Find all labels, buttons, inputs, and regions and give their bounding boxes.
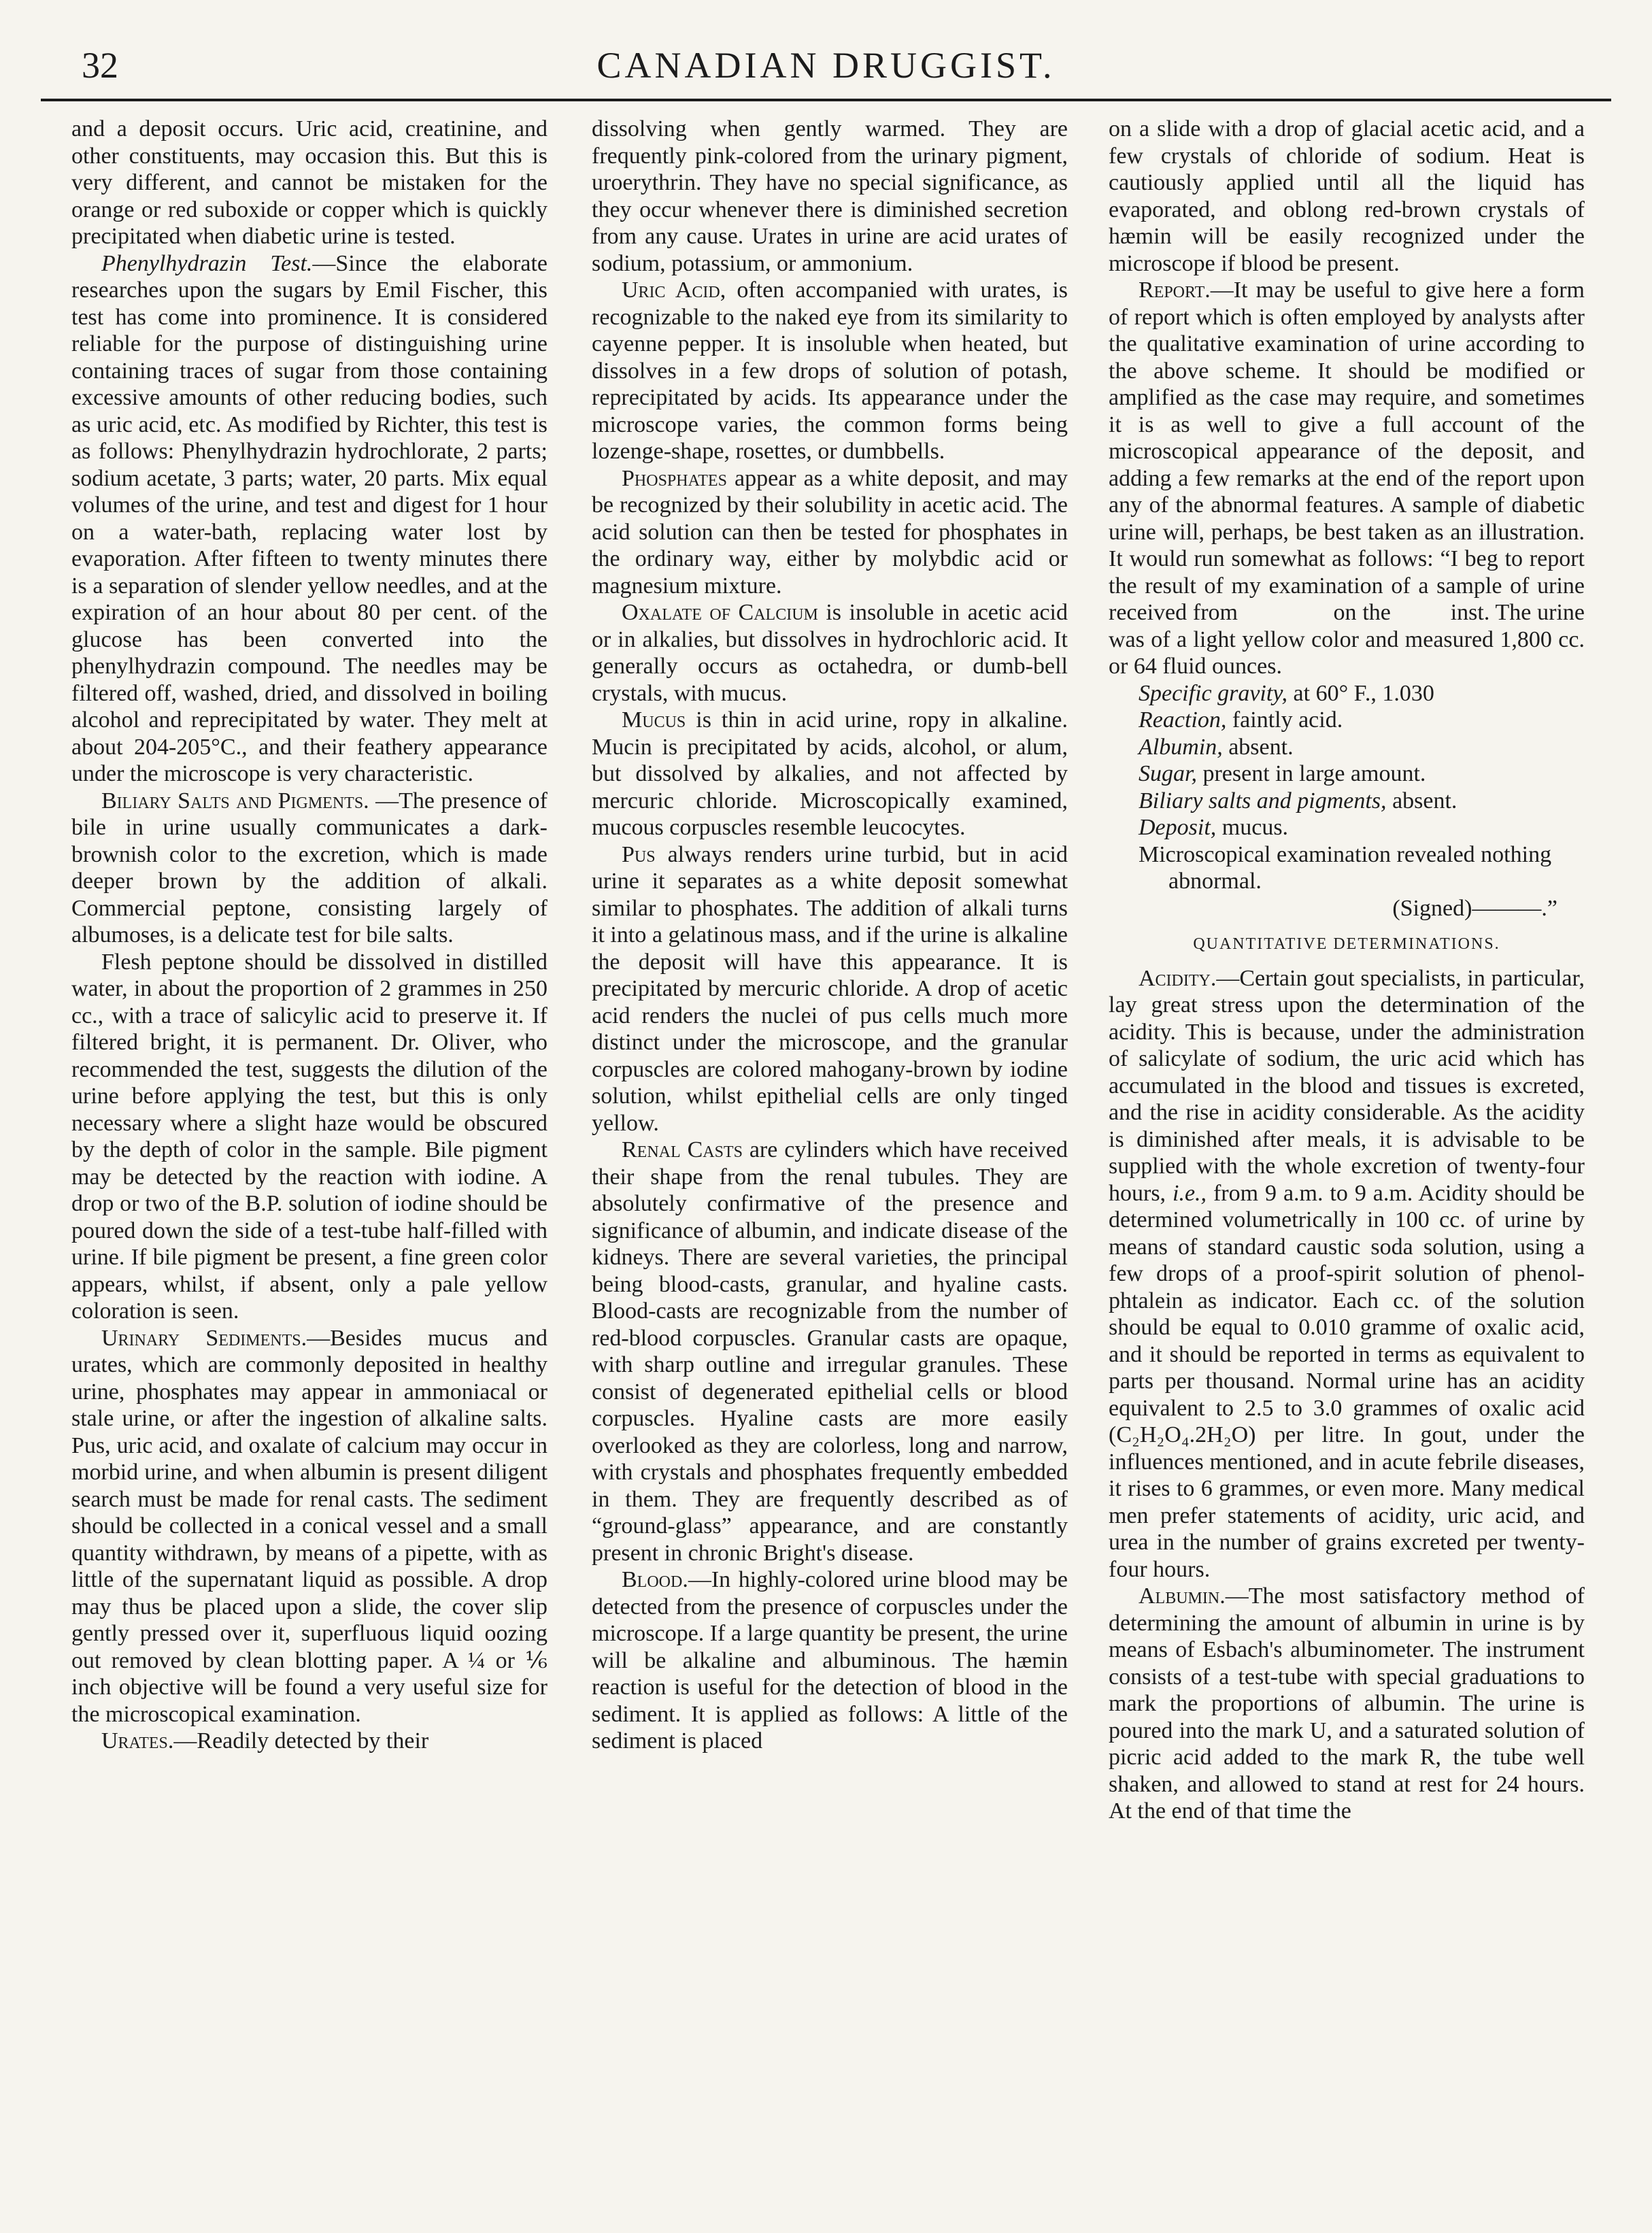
page-header bbox=[41, 37, 1611, 92]
paragraph-text: i.e., bbox=[1173, 1180, 1207, 1206]
paragraph bbox=[1109, 1583, 1585, 1825]
paragraph bbox=[592, 277, 1068, 465]
report-line bbox=[1139, 788, 1585, 815]
report-line: Microscopical examination revealed nothing abnormal. bbox=[1139, 841, 1552, 894]
chemical-formula: (C₂H₂O₄.2H₂O) bbox=[1109, 1422, 1256, 1447]
paragraph: dissolving when gently warmed. They are frequently pink-colored from the urinary pigment, uroerythrin. They have no special significance, as they occur whenever there is diminished secretion from any cause. Urates in urine are acid urates of sodium, potassium, or ammonium. bbox=[592, 116, 1068, 276]
running-head: CANADIAN DRUGGIST. bbox=[596, 45, 1056, 86]
report-value: absent. bbox=[1386, 788, 1457, 813]
report-label: Biliary salts and pigments, bbox=[1139, 788, 1387, 813]
paragraph-text: appear as a white deposit, and may be recognized by their solubility in acetic acid. The acid solution can then be tested for phosphates in the ordinary way, either by molybdic acid or magnesium mixture. bbox=[592, 465, 1068, 599]
report-label: Reaction, bbox=[1139, 707, 1227, 733]
paragraph-text: —The most satisfactory method of determining the amount of albumin in urine is by means of Esbach's albuminometer. The instrument consists of a test-tube with special graduations to mark the proportions of albumin. The urine is poured into the mark U, and a saturated solution of picric acid added to the mark R, the tube well shaken, and allowed to stand at rest for 24 hours. At the end of that time the bbox=[1109, 1583, 1585, 1824]
paragraph-heading: Mucus bbox=[622, 707, 686, 733]
report-line bbox=[1139, 680, 1585, 707]
report-line bbox=[1139, 707, 1585, 734]
paragraph-text: always renders urine turbid, but in acid urine it separates as a white deposit somewhat similar to phosphates. The addition of alkali turns it into a gelatinous mass, and if the urine is alkaline the deposit will have this appearance. It is precipitated by mercuric chloride. A drop of acetic acid renders the nuclei of pus cells much more distinct under the microscope, and the granular corpuscles are colored mahogany-brown by iodine solution, whilst epithelial cells are only tinged yellow. bbox=[592, 841, 1068, 1136]
paragraph-heading: Urates. bbox=[101, 1728, 174, 1753]
paragraph bbox=[71, 250, 547, 788]
paragraph bbox=[592, 707, 1068, 841]
paragraph bbox=[592, 1137, 1068, 1566]
report-value: faintly acid. bbox=[1226, 707, 1343, 733]
report-value: at 60° F., 1.030 bbox=[1287, 680, 1434, 706]
paragraph-heading: Oxalate of Calcium bbox=[622, 600, 818, 625]
paragraph-text: —The presence of bile in urine usually communicates a dark-brownish color to the excretion, which is made deeper brown by the addition of alkali. Commercial peptone, consisting largely of albumoses, is a delicate test for bile salts. bbox=[71, 788, 547, 947]
header-rule bbox=[41, 99, 1611, 101]
paragraph-heading: Renal Casts bbox=[622, 1137, 743, 1162]
page-number: 32 bbox=[82, 45, 118, 86]
paragraph bbox=[1109, 277, 1591, 680]
section-heading: QUANTITATIVE DETERMINATIONS. bbox=[1193, 935, 1500, 953]
report-value: present in large amount. bbox=[1196, 761, 1426, 786]
paragraph bbox=[71, 788, 547, 949]
paragraph-heading: Report. bbox=[1139, 278, 1211, 303]
report-label: Specific gravity, bbox=[1139, 680, 1288, 706]
report-value: mucus. bbox=[1216, 815, 1289, 840]
paragraph-text: —Certain gout specialists, in particular, lay great stress upon the determination of the acidity. This is because, under the administration of salicylate of sodium, the uric acid which has accumulated in the blood and tissues is excreted, and the rise in acidity considerable. As the acidity is diminished after meals, it is advisable to be supplied with the whole excretion of twenty-four hours, bbox=[1109, 965, 1585, 1206]
paragraph: Flesh peptone should be dissolved in distilled water, in about the proportion of 2 grammes in 250 cc., with a trace of salicylic acid to preserve it. If filtered bright, it is permanent. Dr. Oliver, who recommended the test, suggests the dilution of the urine before applying the test, but this is only necessary where a slight haze would be obscured by the depth of color in the sample. Bile pigment may be detected by the reaction with iodine. A drop or two of the B.P. solution of iodine should be poured down the side of a test-tube half-filled with urine. If bile pigment be present, a fine green color appears, whilst, if absent, only a pale yellow coloration is seen. bbox=[71, 949, 547, 1324]
paragraph-text: —Readily detected by their bbox=[173, 1728, 429, 1753]
column-1 bbox=[71, 116, 547, 1755]
report-label: Sugar, bbox=[1139, 761, 1197, 786]
paragraph-text: are cylinders which have received their shape from the renal tubules. They are absolutely confirmative of the presence and significance of albumin, and indicate disease of the kidneys. There are several varieties, the principal being blood-casts, granular, and hyaline casts. Blood-casts are recognizable from the number of red-blood corpuscles. Granular casts are opaque, with sharp outline and irregular granules. These consist of degenerated epithelial cells or blood corpuscles. Hyaline casts are more easily overlooked as they are colorless, long and narrow, with crystals and phosphates frequently embedded in them. They are frequently described as of “ground-glass” appearance, and are constantly present in chronic Bright's disease. bbox=[592, 1137, 1068, 1566]
paragraph-heading: Pus bbox=[622, 841, 656, 867]
signature-line: (Signed)———.” bbox=[1392, 895, 1557, 921]
paragraph-heading: Phenylhydrazin Test. bbox=[101, 250, 313, 276]
paragraph bbox=[592, 841, 1068, 1137]
paragraph-heading: Albumin. bbox=[1139, 1583, 1226, 1609]
paragraph-text: —Since the elaborate researches upon the sugars by Emil Fischer, this test has come into prominence. It is considered reliable for the purpose of distinguishing urine containing traces of sugar from those containing excessive amounts of other reducing bodies, such as uric acid, etc. As modified by Richter, this test is as follows: Phenylhydrazin hydrochlorate, 2 parts; sodium acetate, 3 parts; water, 20 parts. Mix equal volumes of the urine, and test and digest for 1 hour on a water-bath, replacing water lost by evaporation. After fifteen to twenty minutes there is a separation of slender yellow needles, and at the expiration of an hour about 80 per cent. of the glucose has been converted into the phenylhydrazin compound. The needles may be filtered off, washed, dried, and dissolved in boiling alcohol and reprecipitated by water. They melt at about 204-205°C., and their feathery appearance under the microscope is very characteristic. bbox=[71, 250, 548, 786]
report-line bbox=[1139, 734, 1585, 761]
paragraph-heading: Phosphates bbox=[622, 465, 727, 491]
paragraph bbox=[71, 1325, 547, 1728]
paragraph-heading: Urinary Sediments. bbox=[101, 1325, 307, 1351]
paragraph bbox=[592, 599, 1068, 707]
report-label: Albumin, bbox=[1139, 734, 1223, 760]
paragraph-text: often accompanied with urates, is recognizable to the naked eye from its similarity to cayenne pepper. It is insoluble when heated, but dissolves in a few drops of solution of potash, reprecipitated by acids. Its appearance under the microscope varies, the common forms being lozenge-shape, rosettes, or dumbbells. bbox=[592, 278, 1068, 464]
paragraph-text: —It may be useful to give here a form of report which is often employed by analysts after the qualitative examination of urine according to the above scheme. It should be modified or amplified as the case may require, and sometimes it is as well to give a full account of the microscopical appearance of the deposit, and adding a few remarks at the end of the report upon any of the abnormal features. A sample of diabetic urine will, perhaps, be best taken as an illustration. It would run somewhat as follows: “I beg to report the result of my examination of a sample of urine received from on the inst. The urine was of a light yellow color and measured 1,800 cc. or 64 fluid ounces. bbox=[1109, 278, 1591, 679]
paragraph-text: —In highly-colored urine blood may be detected from the presence of corpuscles under the microscope. If a large quantity be present, the urine will be alkaline and albuminous. The hæmin reaction is useful for the detection of blood in the sediment. It is applied as follows: A little of the sediment is placed bbox=[592, 1567, 1068, 1753]
report-line bbox=[1139, 760, 1585, 788]
paragraph-text: is thin in acid urine, ropy in alkaline. Mucin is precipitated by acids, alcohol, or alum, but dissolved by alkalies, and not affected by mercuric chloride. Microscopically examined, mucous corpuscles resemble leucocytes. bbox=[592, 707, 1068, 840]
paragraph bbox=[592, 1566, 1068, 1755]
paragraph: and a deposit occurs. Uric acid, creatinine, and other constituents, may occasion this. But this is very different, and cannot be mistaken for the orange or red suboxide or copper which is quickly precipitated when diabetic urine is tested. bbox=[71, 116, 547, 249]
report-value: absent. bbox=[1222, 734, 1294, 760]
paragraph bbox=[71, 1728, 547, 1755]
paragraph-heading: Biliary Salts and Pigments. bbox=[101, 788, 369, 813]
column-3 bbox=[1109, 116, 1591, 1825]
report-line bbox=[1139, 814, 1585, 841]
paragraph-text: —Besides mucus and urates, which are commonly deposited in healthy urine, phosphates may appear in ammoniacal or stale urine, or after the ingestion of alkaline salts. Pus, uric acid, and oxalate of calcium may occur in morbid urine, and when albumin is present diligent search must be made for renal casts. The sediment should be collected in a conical vessel and a small quantity withdrawn, by means of a pipette, with as little of the supernatant liquid as possible. A drop may thus be placed upon a slide, the cover slip gently pressed over it, superfluous liquid oozing out removed by clean blotting paper. A ¼ or ⅙ inch objective will be found a very useful size for the microscopical examination. bbox=[71, 1325, 547, 1727]
paragraph-text: per litre. In gout, under the influences mentioned, and in acute febrile diseases, it rises to 6 grammes, or even more. Many medical men prefer statements of acidity, uric acid, and urea in the number of grains excreted per twenty-four hours. bbox=[1109, 1422, 1585, 1582]
report-label: Deposit, bbox=[1139, 815, 1217, 840]
report-list bbox=[1139, 680, 1585, 922]
paragraph-text: is insoluble in acetic acid or in alkalies, but dissolves in hydrochloric acid. It generally occurs as octahedra, or dumb-bell crystals, with mucus. bbox=[592, 600, 1068, 706]
paragraph bbox=[1109, 965, 1585, 1583]
paragraph-heading: Uric Acid, bbox=[622, 278, 726, 303]
column-2 bbox=[592, 116, 1068, 1755]
paragraph bbox=[592, 465, 1068, 600]
paragraph: on a slide with a drop of glacial acetic acid, and a few crystals of chloride of sodium. Heat is cautiously applied until all the liquid has evaporated, and oblong red-brown crystals of hæmin will be easily recognized under the microscope if blood be present. bbox=[1109, 116, 1585, 276]
paragraph-text: from 9 a.m. to 9 a.m. Acidity should be determined volumetrically in 100 cc. of urine by means of standard caustic soda solution, using a few drops of a proof-spirit solution of phenol-phtalein as indicator. Each cc. of the solution should be equal to 0.010 gramme of oxalic acid, and it should be reported in terms as equivalent to parts per thousand. Normal urine has an acidity equivalent to 2.5 to 3.0 grammes of oxalic acid bbox=[1109, 1180, 1585, 1421]
paragraph-heading: Blood. bbox=[622, 1567, 688, 1592]
paragraph-heading: Acidity. bbox=[1139, 965, 1217, 991]
